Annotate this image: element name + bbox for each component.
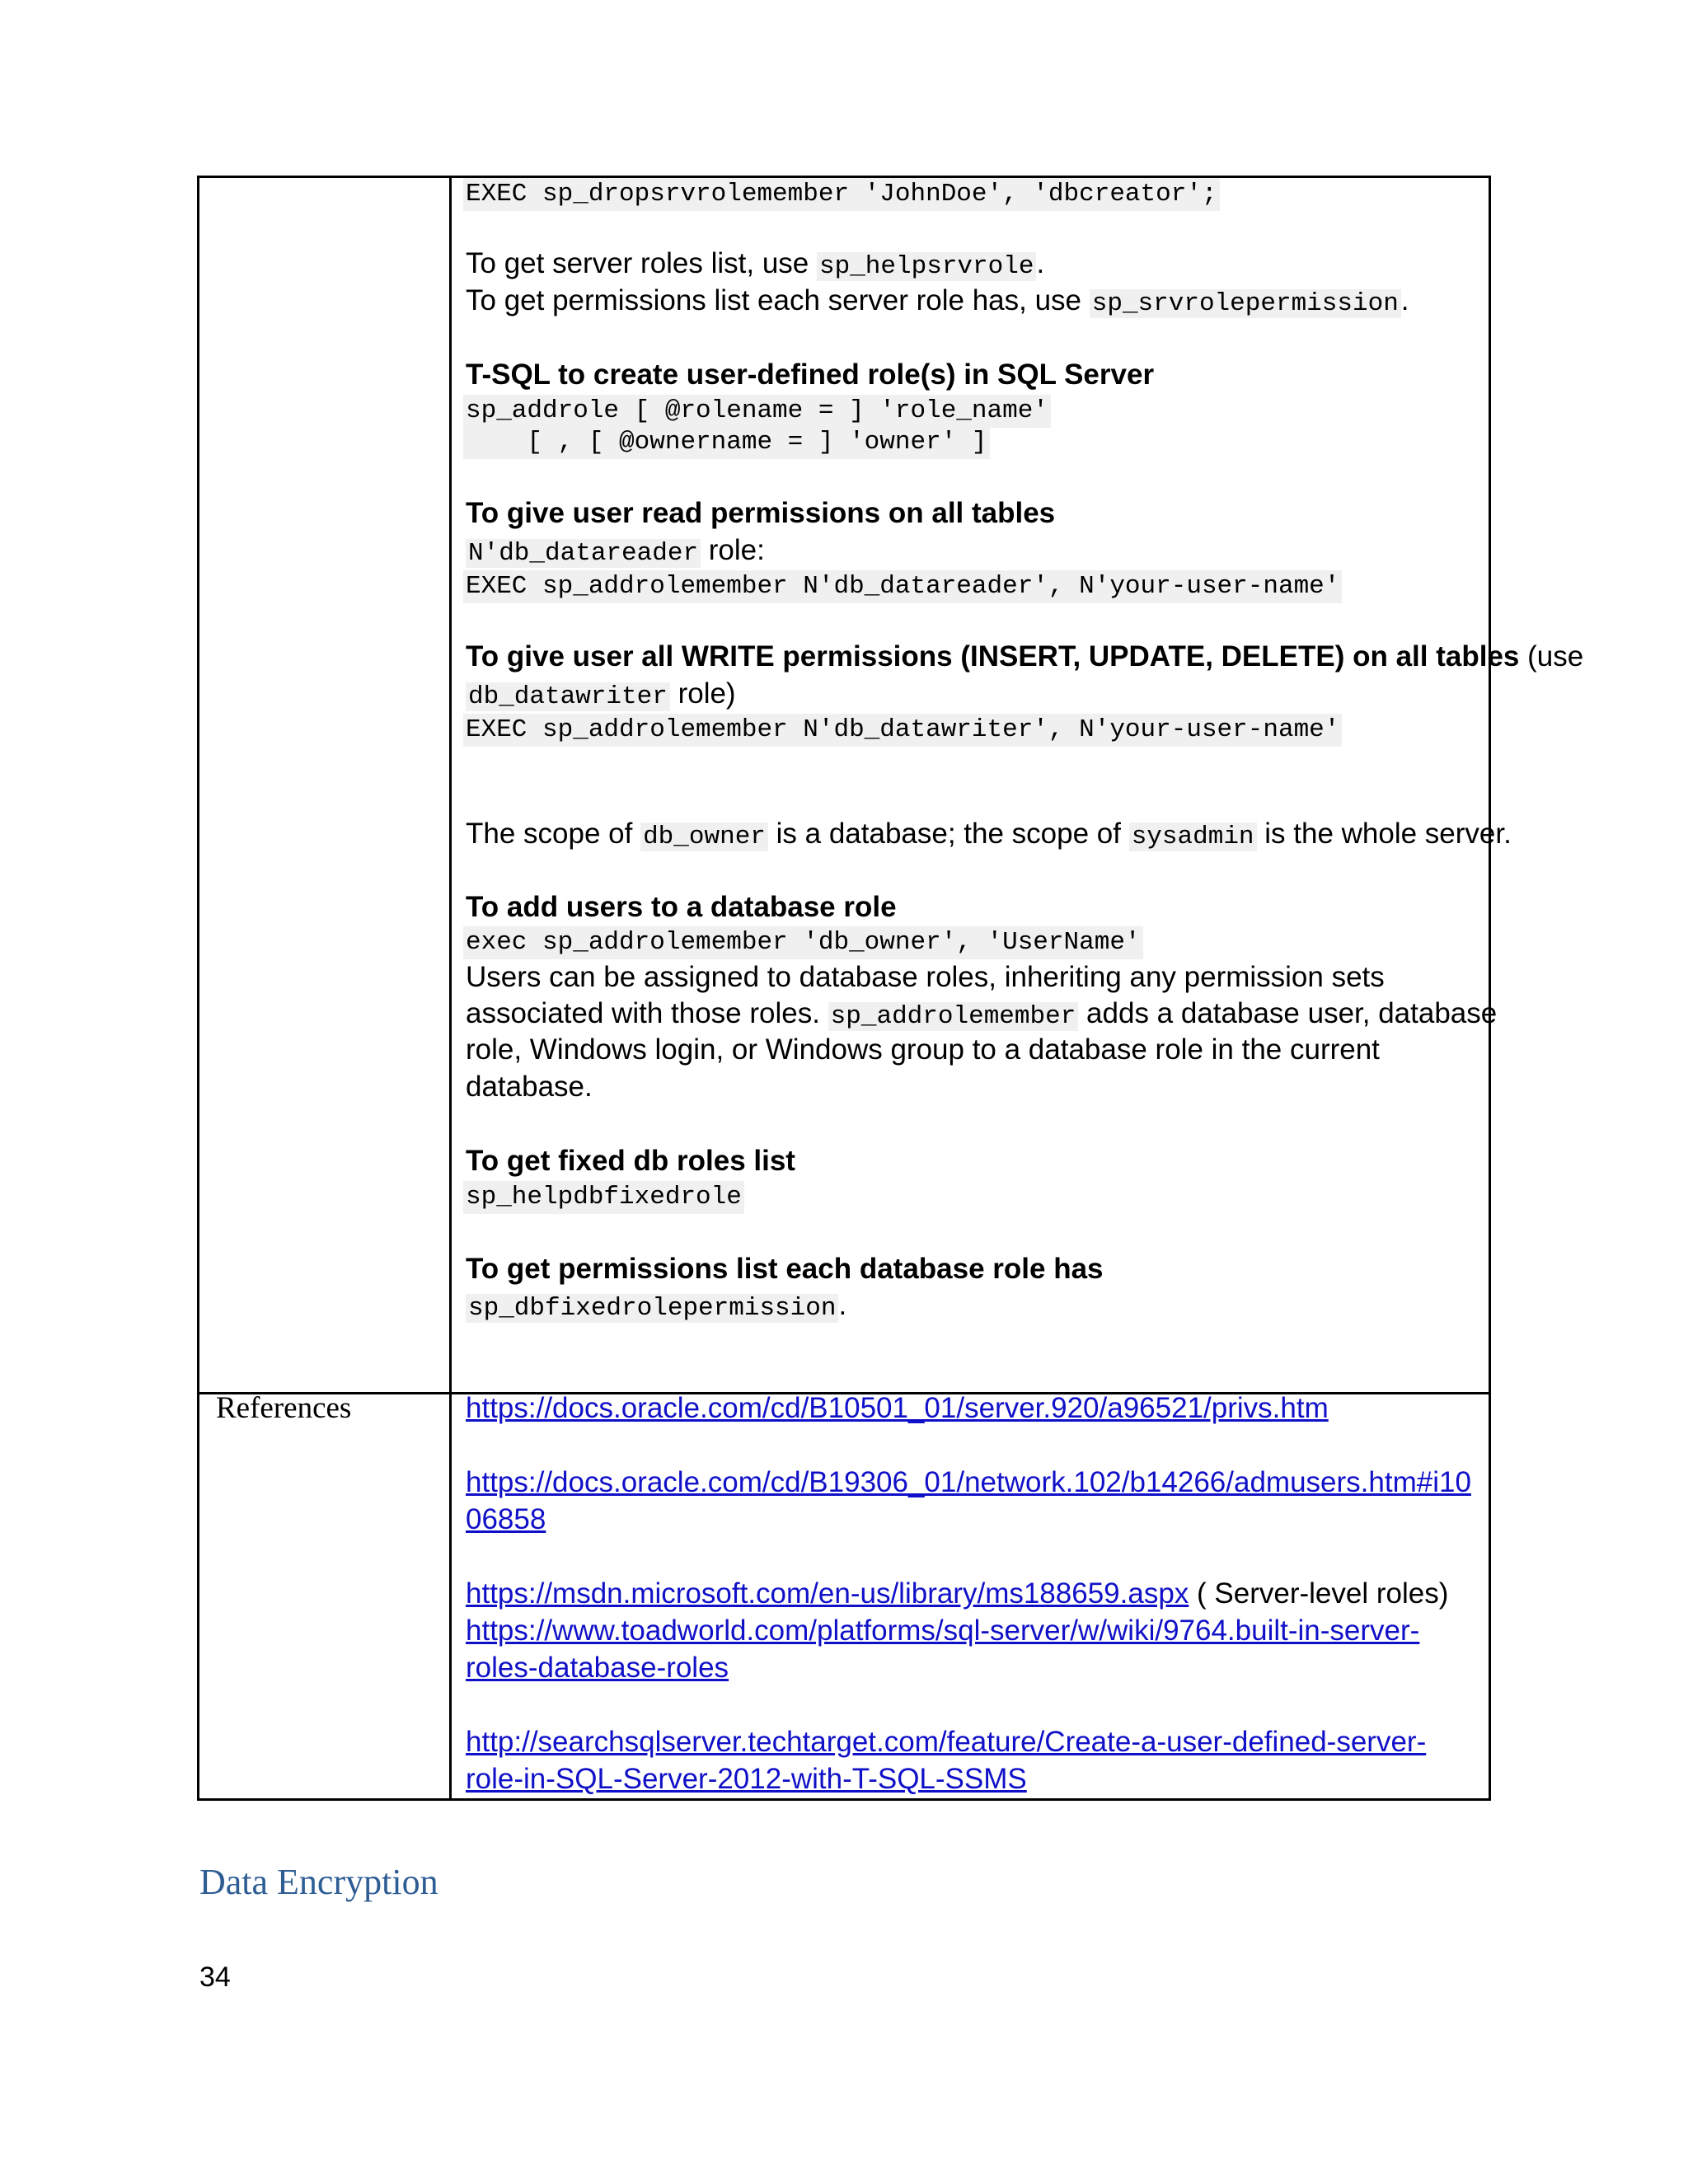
msdn-note: ( Server-level roles) [1189, 1577, 1449, 1610]
read-role-line [466, 532, 765, 572]
addrole-line1: sp_addrole [ @rolename = ] 'role_name' [463, 395, 1051, 428]
period: . [1400, 284, 1409, 316]
link-msdn[interactable]: https://msdn.microsoft.com/en-us/library/ms188659.aspx [466, 1577, 1189, 1610]
write-use-text: (use [1519, 640, 1584, 673]
server-roles-code: sp_helpsrvrole [817, 252, 1036, 281]
references-label: References [216, 1391, 352, 1425]
assign-code: sp_addrolemember [828, 1002, 1079, 1031]
tsql-heading: T-SQL to create user-defined role(s) in SQL Server [466, 359, 1155, 391]
read-role-code: N'db_datareader [466, 539, 701, 568]
ref-oracle1-line [466, 1390, 1329, 1427]
read-role-text: role: [701, 534, 765, 566]
page-number: 34 [199, 1961, 231, 1993]
period: . [1036, 247, 1045, 279]
ref-toad-line1 [466, 1613, 1419, 1649]
add-users-heading: To add users to a database role [466, 891, 897, 923]
read-heading: To give user read permissions on all tables [466, 497, 1056, 529]
server-roles-text: To get server roles list, use [466, 247, 817, 279]
link-techtarget[interactable]: http://searchsqlserver.techtarget.com/feature/Create-a-user-defined-server- [466, 1726, 1427, 1758]
server-perm-line [466, 283, 1409, 322]
assign-line1: Users can be assigned to database roles, inheriting any permission sets [466, 961, 1385, 993]
server-roles-line [466, 246, 1044, 285]
read-exec-code: EXEC sp_addrolemember N'db_datareader', N'your-user-name' [463, 570, 1342, 603]
assign-line3: role, Windows login, or Windows group to a database role in the current [466, 1033, 1380, 1066]
ref-tt-line1 [466, 1724, 1426, 1760]
assign-line4: database. [466, 1071, 593, 1103]
assign-text-a: associated with those roles. [466, 997, 828, 1029]
add-users-exec: exec sp_addrolemember 'db_owner', 'UserName' [463, 926, 1143, 959]
assign-text-b: adds a database user, database [1078, 997, 1498, 1029]
link-techtarget-cont[interactable]: role-in-SQL-Server-2012-with-T-SQL-SSMS [466, 1763, 1027, 1795]
write-heading: To give user all WRITE permissions (INSERT, UPDATE, DELETE) on all tables [466, 640, 1520, 673]
link-toadworld[interactable]: https://www.toadworld.com/platforms/sql-server/w/wiki/9764.built-in-server- [466, 1615, 1420, 1647]
perm-code: sp_dbfixedrolepermission [466, 1294, 838, 1323]
perm-code-line [466, 1287, 846, 1327]
period: . [838, 1289, 847, 1321]
link-oracle-admusers[interactable]: https://docs.oracle.com/cd/B19306_01/network.102/b14266/admusers.htm#i10 [466, 1466, 1471, 1498]
code-exec-drop: EXEC sp_dropsrvrolemember 'JohnDoe', 'dbcreator'; [463, 178, 1220, 211]
ref-msdn-line [466, 1576, 1448, 1612]
scope-line [466, 816, 1512, 855]
perm-heading: To get permissions list each database role has [466, 1253, 1104, 1285]
ref-oracle2-line2 [466, 1502, 546, 1538]
ref-tt-line2 [466, 1761, 1027, 1797]
scope-text-b: is a database; the scope of [767, 818, 1129, 850]
link-toadworld-cont[interactable]: roles-database-roles [466, 1652, 729, 1684]
table-column-divider [449, 178, 452, 1798]
ref-toad-line2 [466, 1650, 729, 1686]
ref-oracle2-line1 [466, 1465, 1471, 1501]
server-perm-text: To get permissions list each server role has, use [466, 284, 1090, 316]
assign-line2 [466, 996, 1497, 1035]
addrole-line2: [ , [ @ownername = ] 'owner' ] [463, 426, 990, 459]
write-role-code: db_datawriter [466, 682, 670, 711]
write-heading-line [466, 639, 1583, 675]
fixed-roles-heading: To get fixed db roles list [466, 1145, 795, 1177]
write-exec-code: EXEC sp_addrolemember N'db_datawriter', N'your-user-name' [463, 714, 1342, 747]
write-role-text: role) [669, 677, 736, 710]
server-perm-code: sp_srvrolepermission [1090, 289, 1401, 318]
link-oracle-admusers-cont[interactable]: 06858 [466, 1503, 546, 1535]
scope-code-sysadmin: sysadmin [1129, 823, 1257, 851]
write-role-line [466, 676, 736, 715]
scope-text-c: is the whole server. [1256, 818, 1512, 850]
section-heading: Data Encryption [199, 1862, 438, 1902]
scope-code-dbowner: db_owner [640, 823, 768, 851]
link-oracle-privs[interactable]: https://docs.oracle.com/cd/B10501_01/server.920/a96521/privs.htm [466, 1392, 1329, 1424]
scope-text-a: The scope of [466, 818, 641, 850]
fixed-roles-code: sp_helpdbfixedrole [463, 1181, 744, 1214]
